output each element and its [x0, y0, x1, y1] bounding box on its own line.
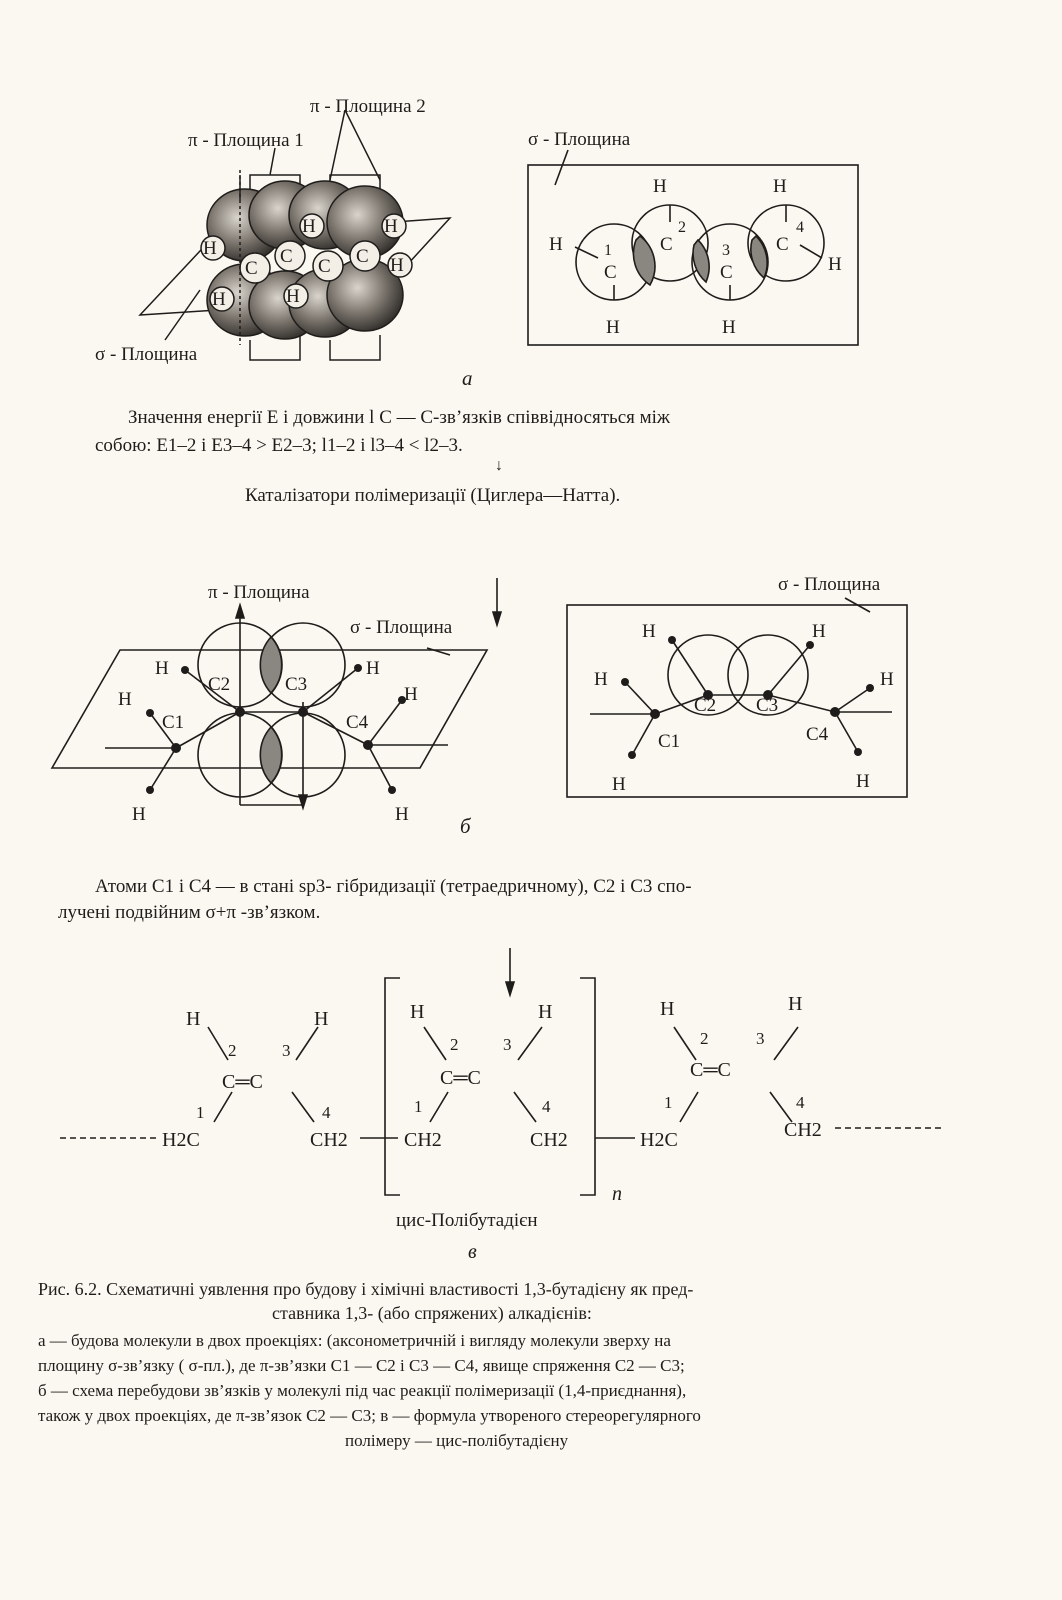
atom-h: H: [384, 216, 398, 237]
atom-number: 1: [196, 1103, 205, 1122]
atom-h: H: [212, 289, 226, 310]
atom-number: 2: [700, 1029, 709, 1048]
atom-h: H: [395, 804, 409, 825]
atom-number: 3: [722, 242, 730, 259]
atom-h: H: [155, 658, 169, 679]
atom-c1: C: [245, 258, 258, 279]
caption-a-line1: а — будова молекули в двох проекціях: (аксонометричній і вигляду молекули зверху на: [38, 1331, 671, 1350]
atom-c4: C4: [806, 724, 829, 745]
caption-a-line2: площину σ-зв’язку ( σ-пл.), де π-зв’язки C1 — C2 і C3 — C4, явище спряження C2 — C3;: [38, 1356, 685, 1375]
atom-h: H: [410, 1001, 425, 1023]
sigma-plane-label-left: σ - Площина: [95, 344, 198, 365]
atom-c2: C2: [208, 674, 231, 695]
atom-number: 3: [756, 1029, 765, 1048]
figure-c-label: в: [468, 1241, 477, 1263]
atom-number: 1: [664, 1093, 673, 1112]
atom-number: 1: [414, 1097, 423, 1116]
double-bond: C═C: [222, 1071, 263, 1093]
atom-h: H: [538, 1001, 553, 1023]
ch2-group: CH2: [530, 1129, 568, 1151]
atom-h: H: [366, 658, 380, 679]
pi-plane-2-label: π - Площина 2: [310, 96, 426, 117]
atom-h: H: [549, 234, 563, 255]
polymer-index: n: [612, 1183, 622, 1205]
atom-h: H: [880, 669, 894, 690]
energy-text-line2: собою: E1–2 і E3–4 > E2–3; l1–2 і l3–4 < l2–3.: [95, 435, 463, 456]
figure-b-right: [567, 598, 907, 797]
catalyst-text: Каталізатори полімеризації (Циглера—Натта).: [245, 485, 621, 506]
atom-h: H: [118, 689, 132, 710]
atom-c1: C1: [162, 712, 185, 733]
pi-plane-label-b: π - Площина: [208, 582, 310, 603]
sigma-plane-label-b-right: σ - Площина: [778, 574, 881, 595]
arrow-down: ↓: [495, 457, 503, 474]
caption-title-line1: Рис. 6.2. Схематичні уявлення про будову і хімічні властивості 1,3-бутадієну як пред-: [38, 1279, 694, 1299]
atom-h: H: [594, 669, 608, 690]
atom-number: 2: [678, 219, 686, 236]
caption-b-line1: б — схема перебудови зв’язків у молекулі під час реакції полімеризації (1,4-приєднання),: [38, 1381, 687, 1400]
atom-h: H: [722, 317, 736, 338]
caption-c-line: полімеру — цис-полібутадієну: [345, 1431, 569, 1450]
atom-number: 4: [796, 219, 804, 236]
atom-h: H: [186, 1008, 201, 1030]
atoms-text-line1: Атоми C1 і C4 — в стані sp3- гібридизації (тетраедричному), C2 і C3 спо-: [95, 876, 692, 897]
atom-h: H: [203, 238, 217, 259]
atom-h: H: [773, 176, 787, 197]
atoms-text-line2: лучені подвійним σ+π -зв’язком.: [58, 902, 321, 923]
atom-h: H: [660, 998, 675, 1020]
h2c-group: H2C: [640, 1129, 678, 1151]
atom-c3: C: [720, 262, 733, 283]
sigma-plane-label-right: σ - Площина: [528, 129, 631, 150]
ch2-group: CH2: [310, 1129, 348, 1151]
atom-h: H: [132, 804, 146, 825]
atom-h: H: [606, 317, 620, 338]
atom-h: H: [302, 216, 316, 237]
ch2-group: CH2: [784, 1119, 822, 1141]
atom-c4: C: [356, 246, 369, 267]
atom-c1: C1: [658, 731, 681, 752]
atom-h: H: [390, 255, 404, 276]
atom-c3: C3: [285, 674, 308, 695]
atom-number: 4: [796, 1093, 805, 1112]
atom-number: 1: [604, 242, 612, 259]
sigma-plane-label-b-left: σ - Площина: [350, 617, 453, 638]
ch2-group: CH2: [404, 1129, 442, 1151]
energy-text-line1: Значення енергії E і довжини l C — C-зв’язків співвідносяться між: [128, 407, 671, 428]
atom-c2: C2: [694, 695, 717, 716]
atom-h: H: [828, 254, 842, 275]
atom-c3: C: [318, 256, 331, 277]
figure-a-label: а: [462, 366, 473, 390]
atom-h: H: [653, 176, 667, 197]
double-bond: C═C: [440, 1067, 481, 1089]
atom-h: H: [642, 621, 656, 642]
pi-plane-1-label: π - Площина 1: [188, 130, 304, 151]
figure-b-right-labels: [594, 574, 894, 795]
atom-number: 2: [228, 1041, 237, 1060]
atom-number: 2: [450, 1035, 459, 1054]
caption-title-line2: ставника 1,3- (або спряжених) алкадієнів:: [272, 1303, 592, 1323]
atom-c2: C: [660, 234, 673, 255]
figure-a-right: [528, 150, 858, 345]
atom-h: H: [788, 993, 803, 1015]
atom-h: H: [314, 1008, 329, 1030]
double-bond: C═C: [690, 1059, 731, 1081]
atom-c1: C: [604, 262, 617, 283]
atom-c3: C3: [756, 695, 779, 716]
atom-number: 3: [282, 1041, 291, 1060]
atom-h: H: [612, 774, 626, 795]
figure-c-bonds: [60, 948, 945, 1195]
atom-c4: C4: [346, 712, 369, 733]
atom-h: H: [856, 771, 870, 792]
figure-b-label: б: [460, 814, 471, 838]
atom-c2: C: [280, 246, 293, 267]
atom-c4: C: [776, 234, 789, 255]
atom-h: H: [286, 286, 300, 307]
h2c-group: H2C: [162, 1129, 200, 1151]
polymer-name: цис-Полібутадієн: [396, 1210, 538, 1231]
atom-number: 4: [542, 1097, 551, 1116]
atom-number: 4: [322, 1103, 331, 1122]
atom-number: 3: [503, 1035, 512, 1054]
figure-b-left-labels: [118, 582, 472, 838]
caption-b-line2: також у двох проекціях, де π-зв’язок C2 — C3; в — формула утвореного стереорегулярного: [38, 1406, 701, 1425]
figure-c-labels: [162, 993, 822, 1263]
atom-h: H: [812, 621, 826, 642]
atom-h: H: [404, 684, 418, 705]
